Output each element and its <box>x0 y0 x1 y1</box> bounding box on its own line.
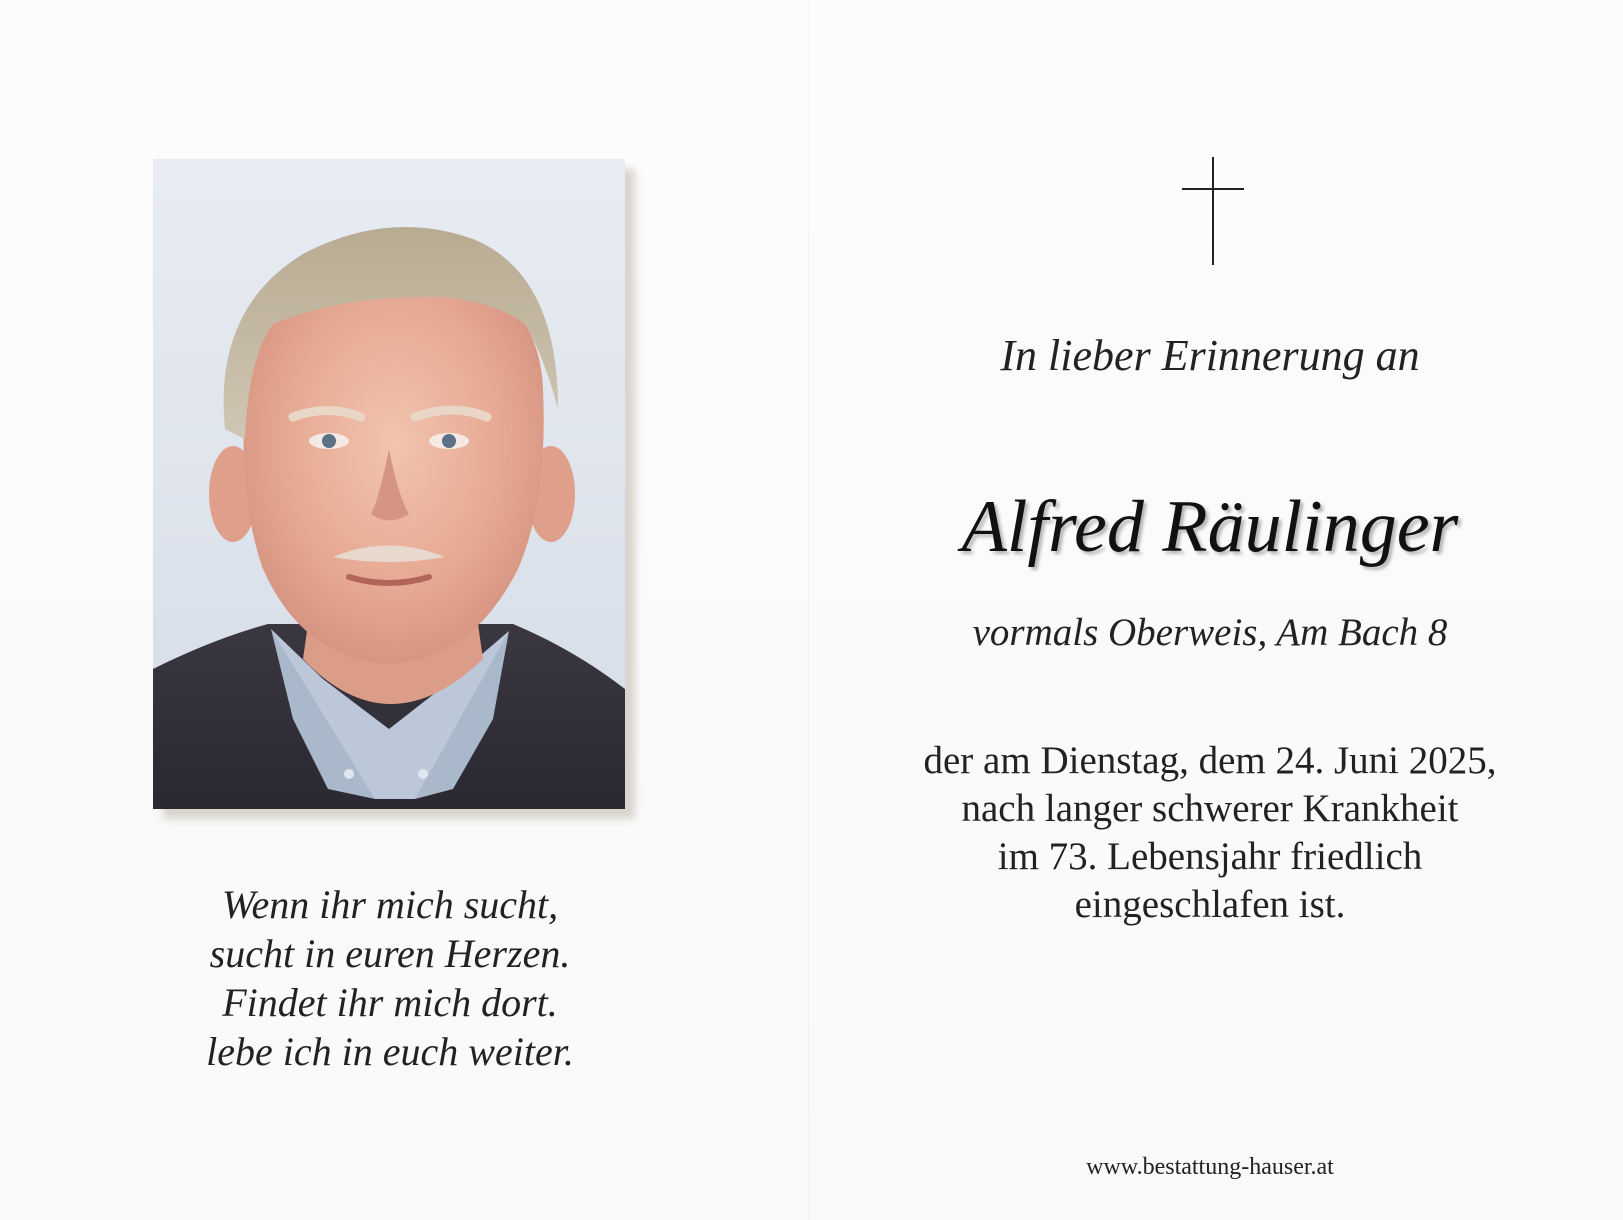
portrait-photo <box>153 159 625 809</box>
poem-line: Wenn ihr mich sucht, <box>221 882 559 927</box>
deceased-name: Alfred Räulinger <box>961 486 1459 568</box>
funeral-home-website: www.bestattung-hauser.at <box>1086 1154 1334 1180</box>
details-line: im 73. Lebensjahr friedlich <box>997 835 1423 878</box>
former-residence: vormals Oberweis, Am Bach 8 <box>972 611 1448 654</box>
cross-icon <box>1182 157 1244 265</box>
poem-line: lebe ich in euch weiter. <box>206 1029 574 1074</box>
portrait-illustration <box>153 159 625 809</box>
death-details <box>820 737 1600 929</box>
poem-line: Findet ihr mich dort. <box>222 980 558 1025</box>
fold-line <box>808 0 809 1220</box>
details-line: der am Dienstag, dem 24. Juni 2025, <box>923 739 1497 782</box>
poem <box>100 880 680 1076</box>
details-line: nach langer schwerer Krankheit <box>961 787 1459 830</box>
portrait-photo-frame <box>153 159 625 809</box>
poem-line: sucht in euren Herzen. <box>209 931 571 976</box>
details-line: eingeschlafen ist. <box>1074 883 1346 926</box>
memorial-intro: In lieber Erinnerung an <box>1000 331 1420 380</box>
